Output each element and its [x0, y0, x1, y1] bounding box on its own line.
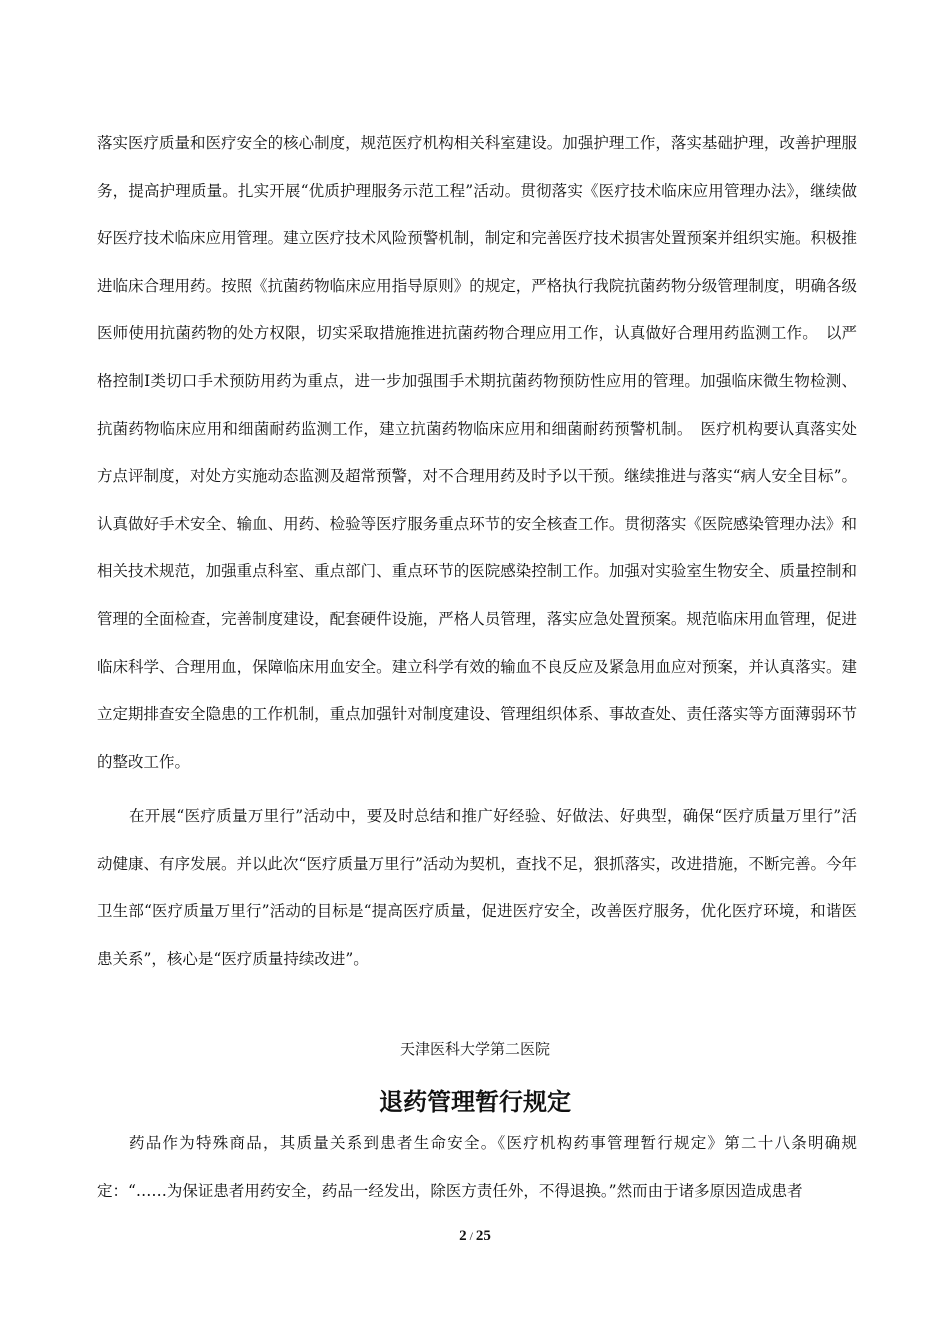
section-title: 退药管理暂行规定 — [379, 1088, 571, 1116]
body-paragraph-quality-campaign: 在开展“医疗质量万里行”活动中，要及时总结和推广好经验、好做法、好典型，确保“医疗质量万里行”活动健康、有序发展。并以此次“医疗质量万里行”活动为契机，查找不足，狠抓落实，改进措施，不断完善。今年卫生部“医疗质量万里行”活动的目标是“提高医疗质量，促进医疗安全，改善医疗服务，优化医疗环境，和谐医患关系”，核心是“医疗质量持续改进”。 — [97, 807, 857, 968]
body-paragraph-quality-safety: 落实医疗质量和医疗安全的核心制度，规范医疗机构相关科室建设。加强护理工作，落实基础护理，改善护理服务，提高护理质量。扎实开展“优质护理服务示范工程”活动。贯彻落实《医疗技术临床应用管理办法》，继续做好医疗技术临床应用管理。建立医疗技术风险预警机制，制定和完善医疗技术损害处置预案并组织实施。积极推进临床合理用药。按照《抗菌药物临床应用指导原则》的规定，严格执行我院抗菌药物分级管理制度，明确各级医师使用抗菌药物的处方权限，切实采取措施推进抗菌药物合理应用工作，认真做好合理用药监测工作。 以严格控制Ⅰ类切口手术预防用药为重点，进一步加强围手术期抗菌药物预防性应用的管理。加强临床微生物检测、抗菌药物临床应用和细菌耐药监测工作，建立抗菌药物临床应用和细菌耐药预警机制。 医疗机构要认真落实处方点评制度，对处方实施动态监测及超常预警，对不合理用药及时予以干预。继续推进与落实“病人安全目标”。认真做好手术安全、输血、用药、检验等医疗服务重点环节的安全核查工作。贯彻落实《医院感染管理办法》和相关技术规范，加强重点科室、重点部门、重点环节的医院感染控制工作。加强对实验室生物安全、质量控制和管理的全面检查，完善制度建设，配套硬件设施，严格人员管理，落实应急处置预案。规范临床用血管理，促进临床科学、合理用血，保障临床用血安全。建立科学有效的输血不良反应及紧急用血应对预案，并认真落实。建立定期排查安全隐患的工作机制，重点加强针对制度建设、管理组织体系、事故查处、责任落实等方面薄弱环节的整改工作。 — [97, 134, 857, 771]
hospital-name: 天津医科大学第二医院 — [399, 1040, 550, 1058]
page-separator: / — [469, 1229, 473, 1243]
total-pages: 25 — [475, 1228, 491, 1244]
current-page: 2 — [459, 1228, 467, 1244]
page-number — [0, 1228, 950, 1245]
body-paragraph-drug-return: 药品作为特殊商品，其质量关系到患者生命安全。《医疗机构药事管理暂行规定》第二十八条明确规定：“……为保证患者用药安全，药品一经发出，除医方责任外，不得退换。”然而由于诸多原因造成患者 — [97, 1134, 857, 1200]
